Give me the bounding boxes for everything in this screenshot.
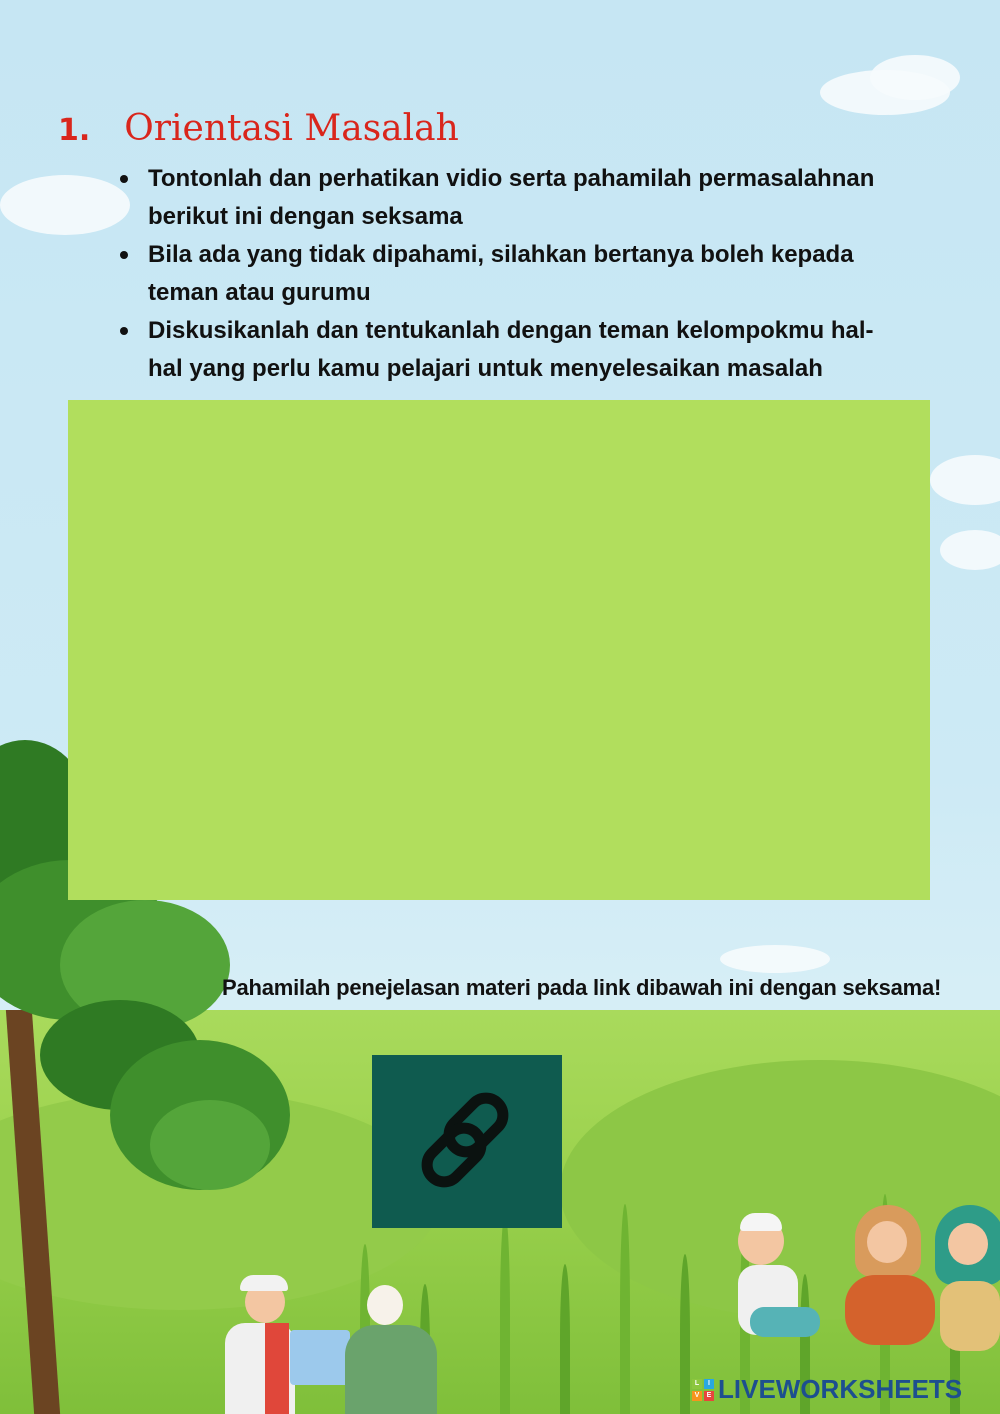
- material-link-button[interactable]: [372, 1055, 562, 1228]
- chain-link-icon: [407, 1080, 527, 1204]
- instruction-item: Bila ada yang tidak dipahami, silahkan bertanya boleh kepada teman atau gurumu: [118, 236, 908, 312]
- cloud: [0, 175, 130, 235]
- liveworksheets-logo[interactable]: [692, 1374, 962, 1405]
- logo-letter: E: [704, 1391, 714, 1401]
- link-instruction-text: Pahamilah penejelasan materi pada link dibawah ini dengan seksama!: [222, 975, 942, 1000]
- logo-mark: [692, 1379, 714, 1401]
- instruction-item: Diskusikanlah dan tentukanlah dengan teman kelompokmu hal-hal yang perlu kamu pelajari untuk menyelesaikan masalah: [118, 312, 908, 388]
- section-title: Orientasi Masalah: [124, 108, 459, 149]
- instruction-item: Tontonlah dan perhatikan vidio serta pahamilah permasalahnan berikut ini dengan seksama: [118, 160, 908, 236]
- logo-letter: I: [704, 1379, 714, 1389]
- instruction-list: [118, 160, 908, 388]
- video-embed-area[interactable]: [68, 400, 930, 900]
- logo-letter: L: [692, 1379, 702, 1389]
- section-number: 1.: [58, 113, 91, 148]
- cloud: [870, 55, 960, 100]
- brand-name: LIVEWORKSHEETS: [718, 1374, 963, 1404]
- cloud: [720, 945, 830, 973]
- section-heading: [58, 108, 459, 149]
- logo-letter: V: [692, 1391, 702, 1401]
- children-sitting-illustration: [730, 1195, 1000, 1370]
- people-sharing-illustration: [195, 1275, 455, 1414]
